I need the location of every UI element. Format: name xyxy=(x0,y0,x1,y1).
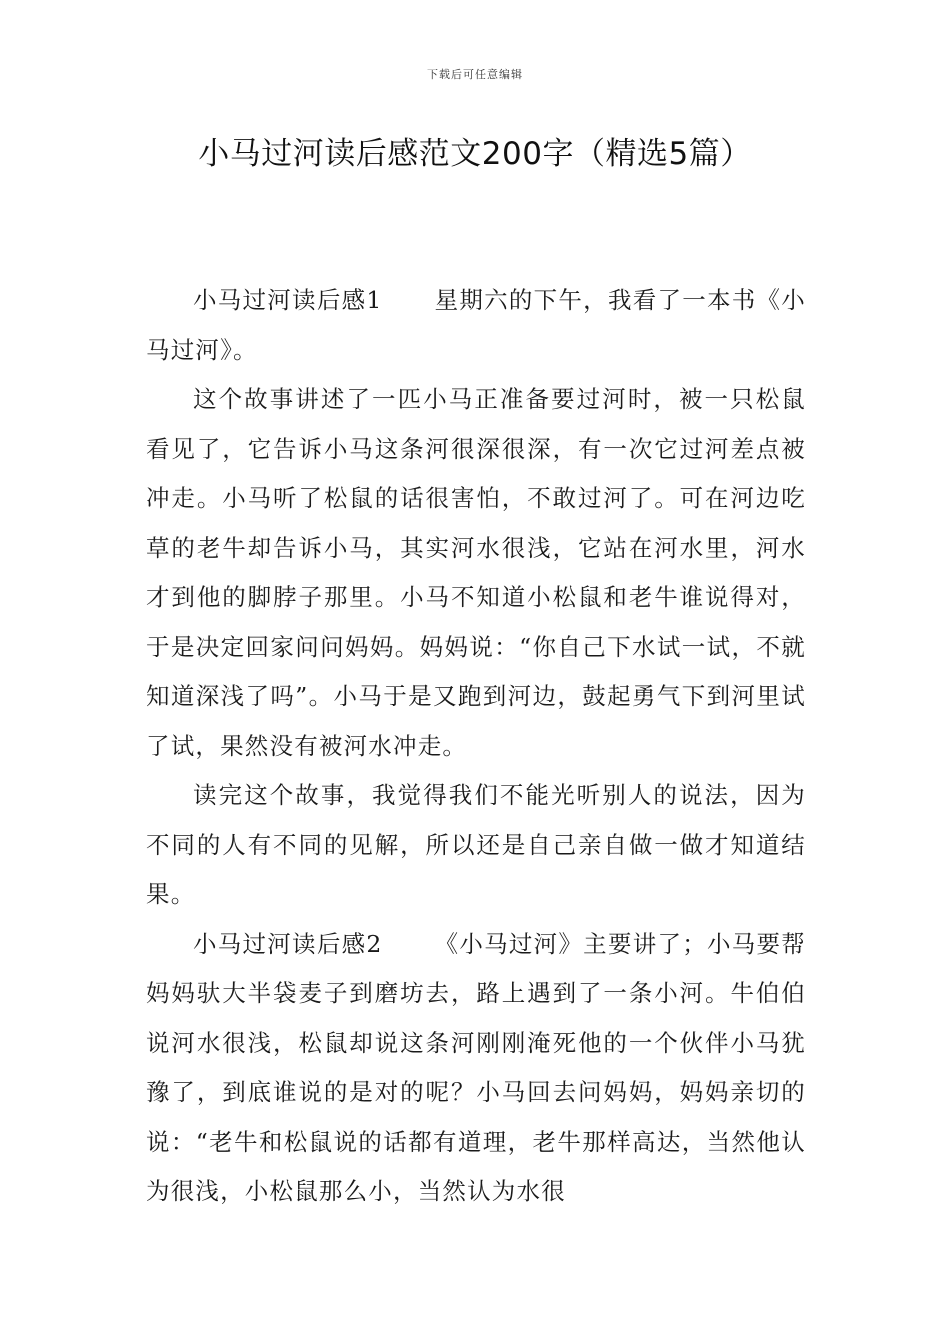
essay-heading-2: 小马过河读后感2 xyxy=(193,929,383,958)
document-body xyxy=(146,276,806,1217)
paragraph-3: 读完这个故事，我觉得我们不能光听别人的说法，因为不同的人有不同的见解，所以还是自己亲自做一做才知道结果。 xyxy=(146,781,806,908)
paragraph-text: 《小马过河》主要讲了；小马要帮妈妈驮大半袋麦子到磨坊去，路上遇到了一条小河。牛伯伯说河水很浅，松鼠却说这条河刚刚淹死他的一个伙伴小马犹豫了，到底谁说的是对的呢？小马回去问妈妈，妈妈亲切的说：“老牛和松鼠说的话都有道理，老牛那样高达，当然他认为很浅，小松鼠那么小，当然认为水很 xyxy=(146,929,806,1205)
paragraph-1 xyxy=(146,276,806,375)
paragraph-text: 星期六的下午，我看了一本书《小马过河》。 xyxy=(146,286,806,364)
document-title: 小马过河读后感范文200字（精选5篇） xyxy=(198,136,752,172)
essay-heading-1: 小马过河读后感1 xyxy=(193,286,383,314)
header-note: 下载后可任意编辑 xyxy=(427,68,523,81)
paragraph-2: 这个故事讲述了一匹小马正准备要过河时，被一只松鼠看见了，它告诉小马这条河很深很深，有一次它过河差点被冲走。小马听了松鼠的话很害怕，不敢过河了。可在河边吃草的老牛却告诉小马，其实河水很浅，它站在河水里，河水才到他的脚脖子那里。小马不知道小松鼠和老牛谁说得对，于是决定回家问问妈妈。妈妈说：“你自己下水试一试，不就知道深浅了吗”。小马于是又跑到河边，鼓起勇气下到河里试了试，果然没有被河水冲走。 xyxy=(146,385,806,760)
paragraph-4 xyxy=(146,920,806,1217)
